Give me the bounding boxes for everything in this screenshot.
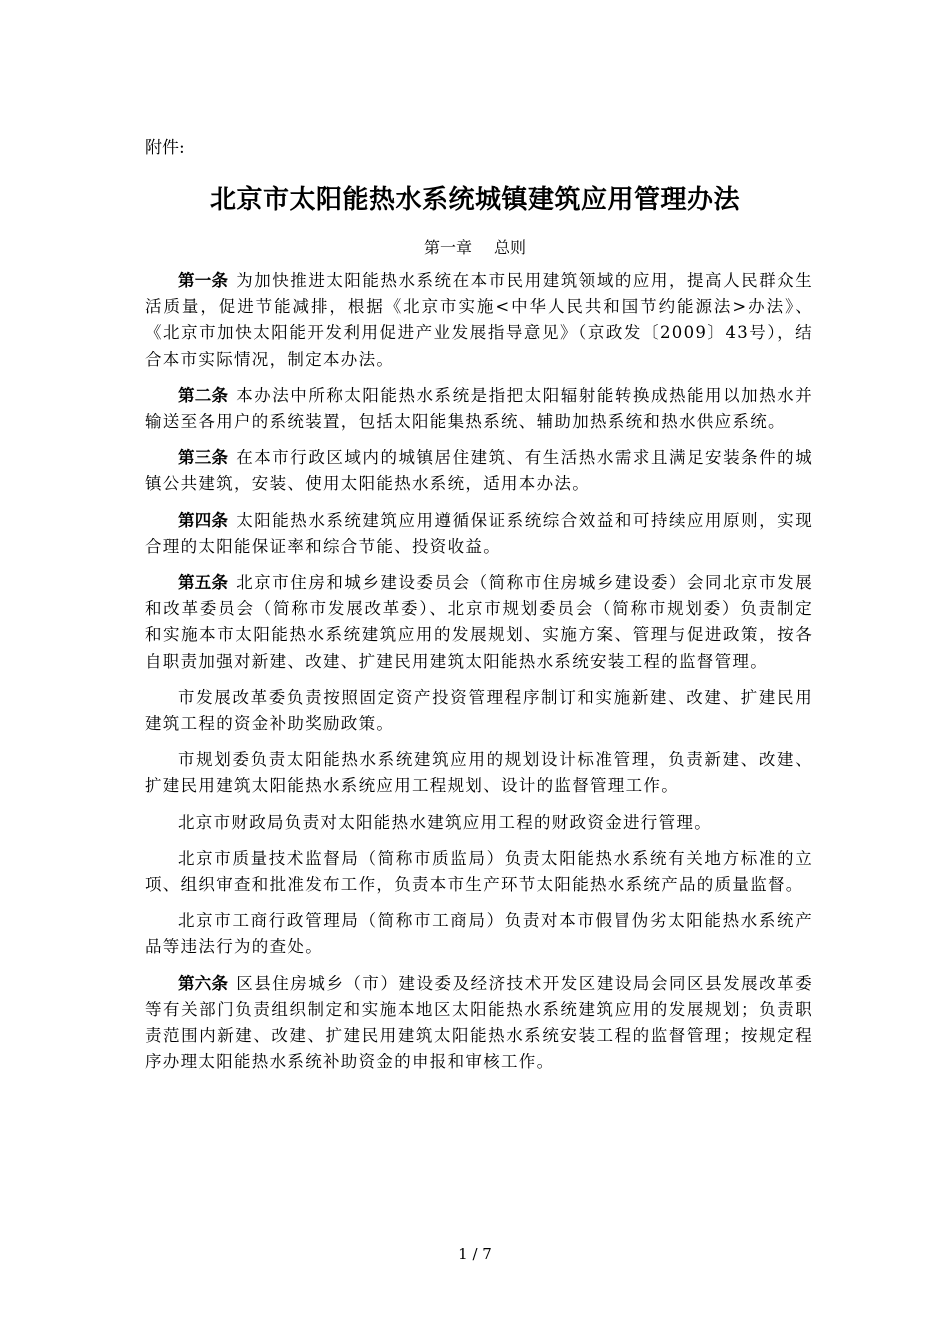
paragraph-text: 北京市工商行政管理局（简称市工商局）负责对本市假冒伪劣太阳能热水系统产品等违法行为的查处。 [145,911,813,957]
paragraph [145,685,813,737]
paragraph-text: 北京市住房和城乡建设委员会（简称市住房城乡建设委）会同北京市发展和改革委员会（简称市发展改革委）、北京市规划委员会（简称市规划委）负责制定和实施本市太阳能热水系统建筑应用的发展规划、实施方案、管理与促进政策，按各自职责加强对新建、改建、扩建民用建筑太阳能热水系统安装工程的监督管理。 [145,573,813,671]
article-number: 第四条 [178,510,229,530]
paragraph [145,846,813,898]
attachment-label: 附件: [145,138,185,158]
page-number: 1 / 7 [458,1245,492,1263]
paragraph-text: 太阳能热水系统建筑应用遵循保证系统综合效益和可持续应用原则，实现合理的太阳能保证率和综合节能、投资收益。 [145,510,813,556]
paragraph [145,810,813,836]
paragraph-text: 本办法中所称太阳能热水系统是指把太阳辐射能转换成热能用以加热水并输送至各用户的系统装置，包括太阳能集热系统、辅助加热系统和热水供应系统。 [145,385,813,432]
paragraph [145,570,813,675]
paragraph-text: 区县住房城乡（市）建设委及经济技术开发区建设局会同区县发展改革委等有关部门负责组织制定和实施本地区太阳能热水系统建筑应用的发展规划；负责职责范围内新建、改建、扩建民用建筑太阳能热水系统安装工程的监督管理；按规定程序办理太阳能热水系统补助资金的申报和审核工作。 [145,973,813,1072]
chapter-name: 总则 [494,238,527,257]
article-number: 第三条 [178,448,229,468]
paragraph [145,747,813,799]
article-number: 第五条 [178,573,229,593]
paragraph [145,383,813,435]
paragraph [145,445,813,497]
paragraph [145,268,813,373]
paragraph [145,508,813,560]
article-number: 第六条 [178,973,229,993]
document-title: 北京市太阳能热水系统城镇建筑应用管理办法 [209,185,740,215]
article-number: 第二条 [178,385,229,405]
paragraph [145,908,813,960]
paragraph-text: 市发展改革委负责按照固定资产投资管理程序制订和实施新建、改建、扩建民用建筑工程的资金补助奖励政策。 [145,687,813,734]
article-number: 第一条 [178,271,229,290]
paragraph-text: 在本市行政区域内的城镇居住建筑、有生活热水需求且满足安装条件的城镇公共建筑，安装、使用太阳能热水系统，适用本办法。 [145,448,813,494]
paragraph-text: 市规划委负责太阳能热水系统建筑应用的规划设计标准管理，负责新建、改建、扩建民用建筑太阳能热水系统应用工程规划、设计的监督管理工作。 [145,750,813,796]
paragraph [145,971,813,1076]
paragraph-text: 北京市财政局负责对太阳能热水建筑应用工程的财政资金进行管理。 [178,812,712,832]
paragraph-text: 为加快推进太阳能热水系统在本市民用建筑领域的应用，提高人民群众生活质量，促进节能减排，根据《北京市实施<中华人民共和国节约能源法>办法》、《北京市加快太阳能开发利用促进产业发展指导意见》（京政发〔2009〕43号），结合本市实际情况，制定本办法。 [145,271,813,369]
chapter-heading [0,236,950,260]
chapter-number: 第一章 [423,238,472,257]
paragraph-text: 北京市质量技术监督局（简称市质监局）负责太阳能热水系统有关地方标准的立项、组织审查和批准发布工作，负责本市生产环节太阳能热水系统产品的质量监督。 [145,848,813,895]
document-body [145,268,813,1085]
